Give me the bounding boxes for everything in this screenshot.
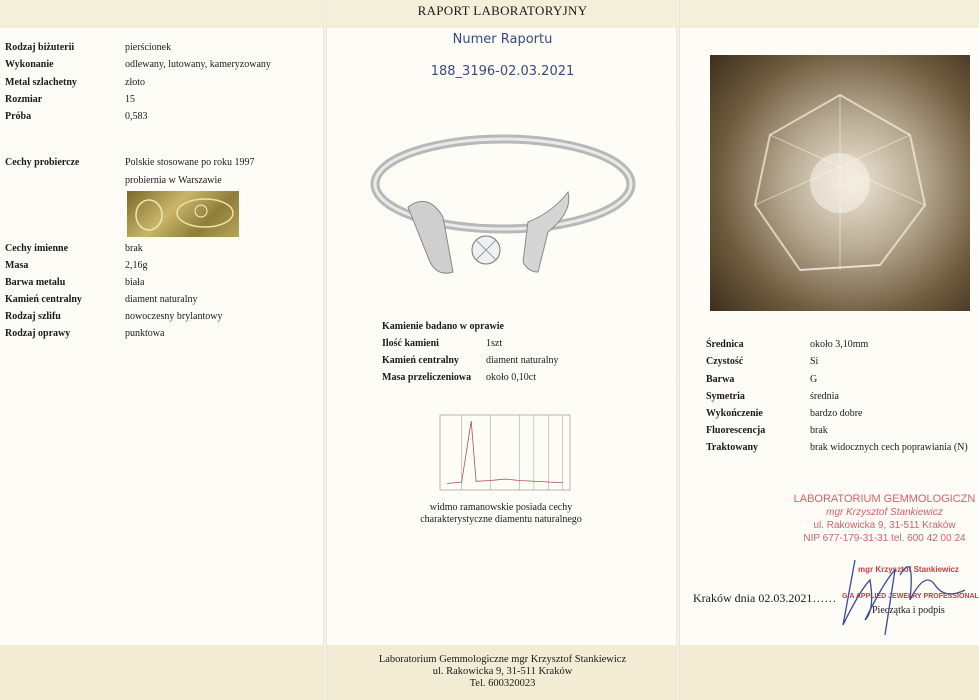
fold-line [676, 0, 680, 700]
field-value: Si [810, 356, 819, 367]
field-label: Rodzaj szlifu [5, 311, 61, 322]
field-value: 15 [125, 94, 135, 105]
footer [330, 654, 675, 690]
field-value: bardzo dobre [810, 408, 863, 419]
field-value: około 0,10ct [486, 372, 536, 383]
caption-line: charakterystyczne diamentu naturalnego [420, 514, 582, 525]
field-value: Polskie stosowane po roku 1997 [125, 157, 255, 168]
field-label: Cechy imienne [5, 243, 69, 254]
footer-line: Tel. 600320023 [469, 678, 536, 689]
caption-line: widmo ramanowskie posiada cechy [429, 502, 573, 513]
signature-label: Pieczątka i podpis [872, 605, 945, 616]
field-label: Masa [5, 260, 29, 271]
field-label: Traktowany [706, 442, 759, 453]
field-label: Kamień centralny [382, 355, 459, 366]
fold-line [323, 0, 327, 700]
name-stamp: mgr Krzysztof Stankiewicz [858, 565, 959, 574]
field-label: Masa przeliczeniowa [382, 372, 472, 383]
field-label: Barwa metalu [5, 277, 66, 288]
field-value: pierścionek [125, 42, 172, 53]
field-label: Symetria [706, 391, 745, 402]
field-label: Cechy probiercze [5, 157, 80, 168]
raman-spectrum-chart [425, 410, 575, 500]
stamp-line: NIP 677-179-31-31 tel. 600 42 00 24 [803, 533, 966, 544]
field-label: Ilość kamieni [382, 338, 439, 349]
section-heading: Kamienie badano w oprawie [382, 321, 504, 332]
field-value: brak [125, 243, 143, 254]
field-label: Fluorescencja [706, 425, 766, 436]
stamp-line: LABORATORIUM GEMMOLOGICZN [793, 493, 976, 505]
footer-line: ul. Rakowicka 9, 31-511 Kraków [432, 666, 573, 677]
field-value: brak [810, 425, 828, 436]
field-value: 1szt [486, 338, 503, 349]
field-value: nowoczesny brylantowy [125, 311, 223, 322]
field-value: złoto [125, 77, 145, 88]
field-label: Rodzaj oprawy [5, 328, 71, 339]
date-line: Kraków dnia 02.03.2021…… [693, 591, 837, 605]
field-label: Wykończenie [706, 408, 763, 419]
field-value: 2,16g [125, 260, 148, 271]
field-label: Wykonanie [5, 59, 54, 70]
field-label: Rozmiar [5, 94, 43, 105]
field-label: Czystość [706, 356, 744, 367]
diamond-photo [710, 55, 970, 311]
field-label: Średnica [706, 339, 744, 350]
footer-line: Laboratorium Gemmologiczne mgr Krzysztof Stankiewicz [378, 654, 627, 665]
hallmark-photo [127, 191, 239, 237]
stamp-line: ul. Rakowicka 9, 31-511 Kraków [813, 520, 956, 531]
report-number-label: Numer Raportu [452, 32, 553, 47]
report-number: 188_3196-02.03.2021 [430, 64, 575, 79]
spectrum-line [447, 421, 563, 484]
field-label: Barwa [706, 374, 735, 385]
signature [815, 540, 975, 640]
field-label: Metal szlachetny [5, 77, 77, 88]
field-label: Kamień centralny [5, 294, 82, 305]
field-value: probiernia w Warszawie [125, 175, 222, 186]
lab-stamp [790, 493, 979, 545]
field-value: G [810, 374, 818, 385]
field-value: punktowa [125, 328, 165, 339]
stamp-line: mgr Krzysztof Stankiewicz [826, 507, 943, 518]
field-value: biała [125, 277, 145, 288]
ring-photo [368, 122, 638, 287]
field-value: 0,583 [125, 111, 148, 122]
field-value: odlewany, lutowany, kameryzowany [125, 59, 271, 70]
field-value: średnia [810, 391, 839, 402]
field-value: brak widocznych cech poprawiania (N) [810, 442, 968, 453]
field-label: Próba [5, 111, 32, 122]
field-value: około 3,10mm [810, 339, 869, 350]
field-label: Rodzaj biżuterii [5, 42, 75, 53]
field-value: diament naturalny [125, 294, 198, 305]
title-stamp: GIA APPLIED JEWELRY PROFESSIONAL [842, 593, 979, 600]
chart-caption [370, 502, 632, 526]
report-title: RAPORT LABORATORYJNY [417, 3, 588, 18]
field-value: diament naturalny [486, 355, 559, 366]
